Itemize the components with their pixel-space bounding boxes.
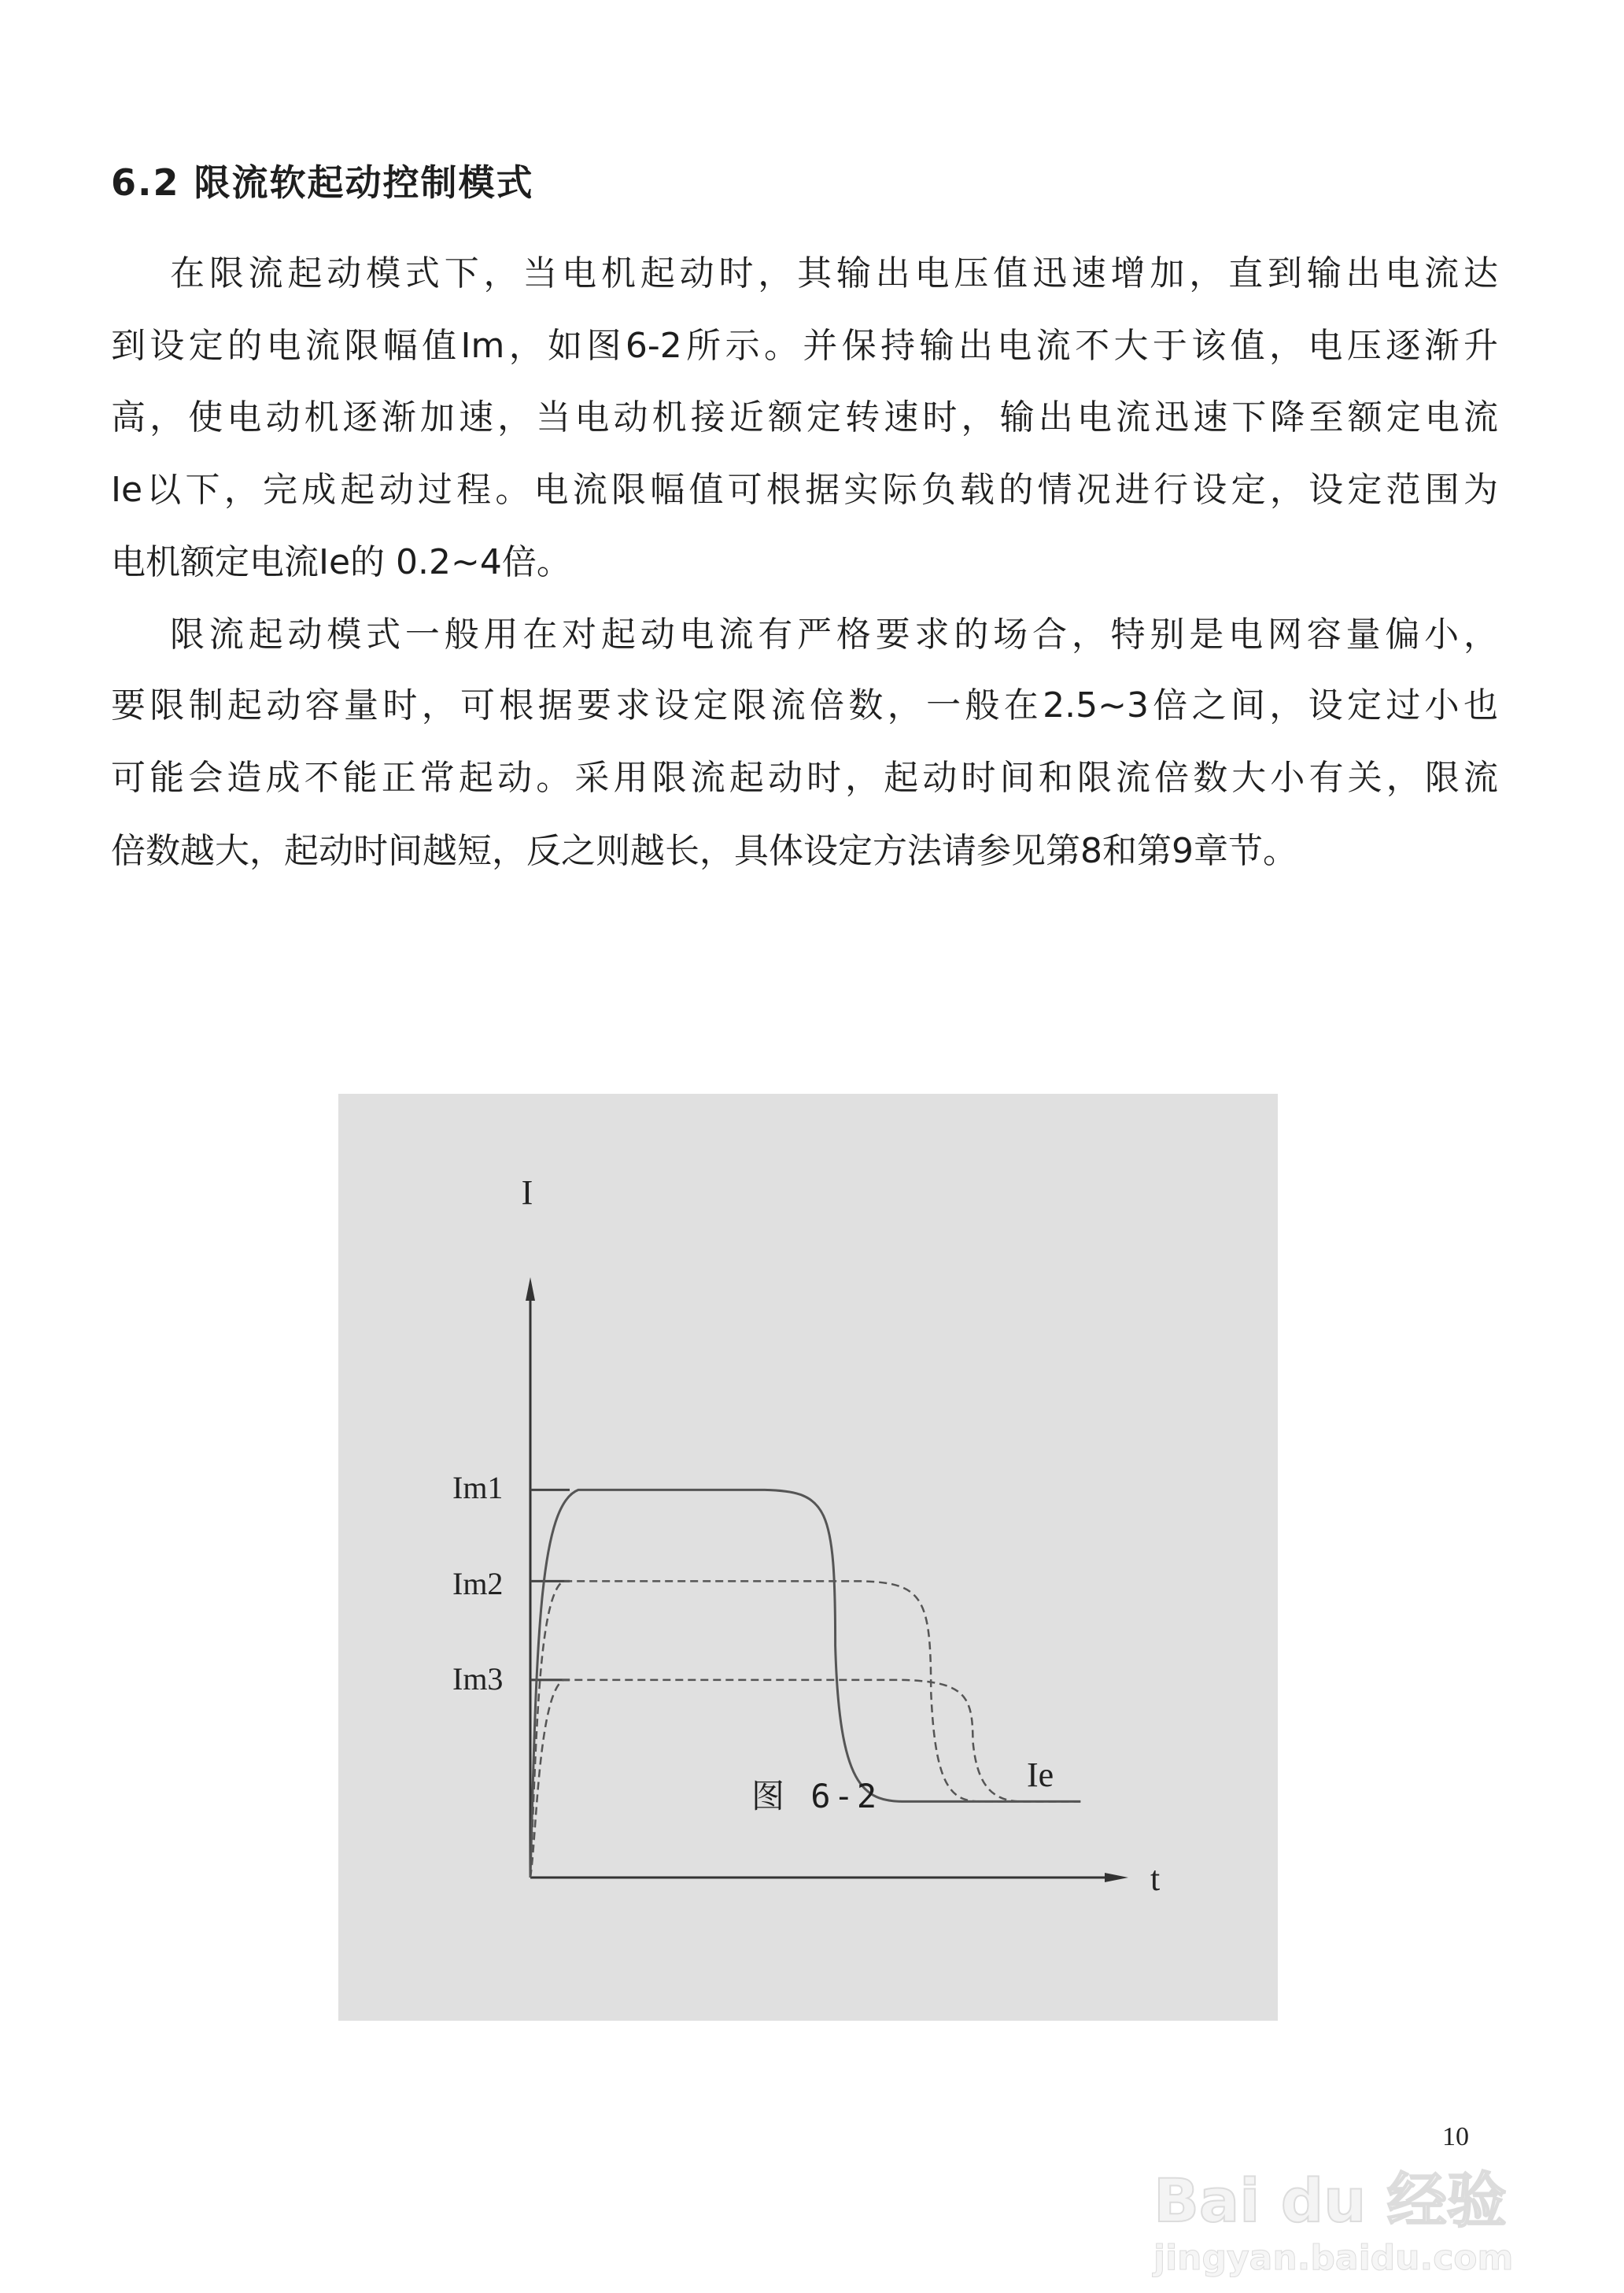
x-axis-label: t xyxy=(1150,1859,1161,1898)
level-label-im1: Im1 xyxy=(452,1470,504,1505)
text-line: 限流起动模式一般用在对起动电流有严格要求的场合，特别是电网容量偏小， xyxy=(170,615,1498,655)
end-label-ie: Ie xyxy=(1027,1756,1054,1794)
text-line: 到设定的电流限幅值Im，如图6-2所示。并保持输出电流不大于该值，电压逐渐升 xyxy=(111,326,1498,366)
text-line: 高，使电动机逐渐加速，当电动机接近额定转速时，输出电流迅速下降至额定电流 xyxy=(111,397,1498,438)
figure-background xyxy=(338,1094,1278,2021)
baidu-jingyan-watermark xyxy=(1153,2166,1531,2280)
section-title: 6.2 限流软起动控制模式 xyxy=(111,161,534,204)
level-label-im2: Im2 xyxy=(452,1566,504,1601)
text-line: 在限流起动模式下，当电机起动时，其输出电压值迅速增加，直到输出电流达 xyxy=(170,253,1498,294)
figure-caption: 图 6-2 xyxy=(751,1777,880,1815)
page-number: 10 xyxy=(1442,2122,1469,2151)
y-axis-label: I xyxy=(521,1173,533,1212)
watermark-brand: Bai du 经验 xyxy=(1153,2166,1507,2236)
text-line: 要限制起动容量时，可根据要求设定限流倍数，一般在2.5~3倍之间，设定过小也 xyxy=(111,685,1498,726)
text-line: 倍数越大，起动时间越短，反之则越长，具体设定方法请参见第8和第9章节。 xyxy=(111,831,1297,871)
watermark-url: jingyan.baidu.com xyxy=(1153,2238,1514,2278)
level-label-im3: Im3 xyxy=(452,1661,504,1697)
text-line: 可能会造成不能正常起动。采用限流起动时，起动时间和限流倍数大小有关，限流 xyxy=(111,758,1498,798)
text-line: Ie以下，完成起动过程。电流限幅值可根据实际负载的情况进行设定，设定范围为 xyxy=(111,470,1498,510)
text-line: 电机额定电流Ie的 0.2~4倍。 xyxy=(111,542,571,582)
